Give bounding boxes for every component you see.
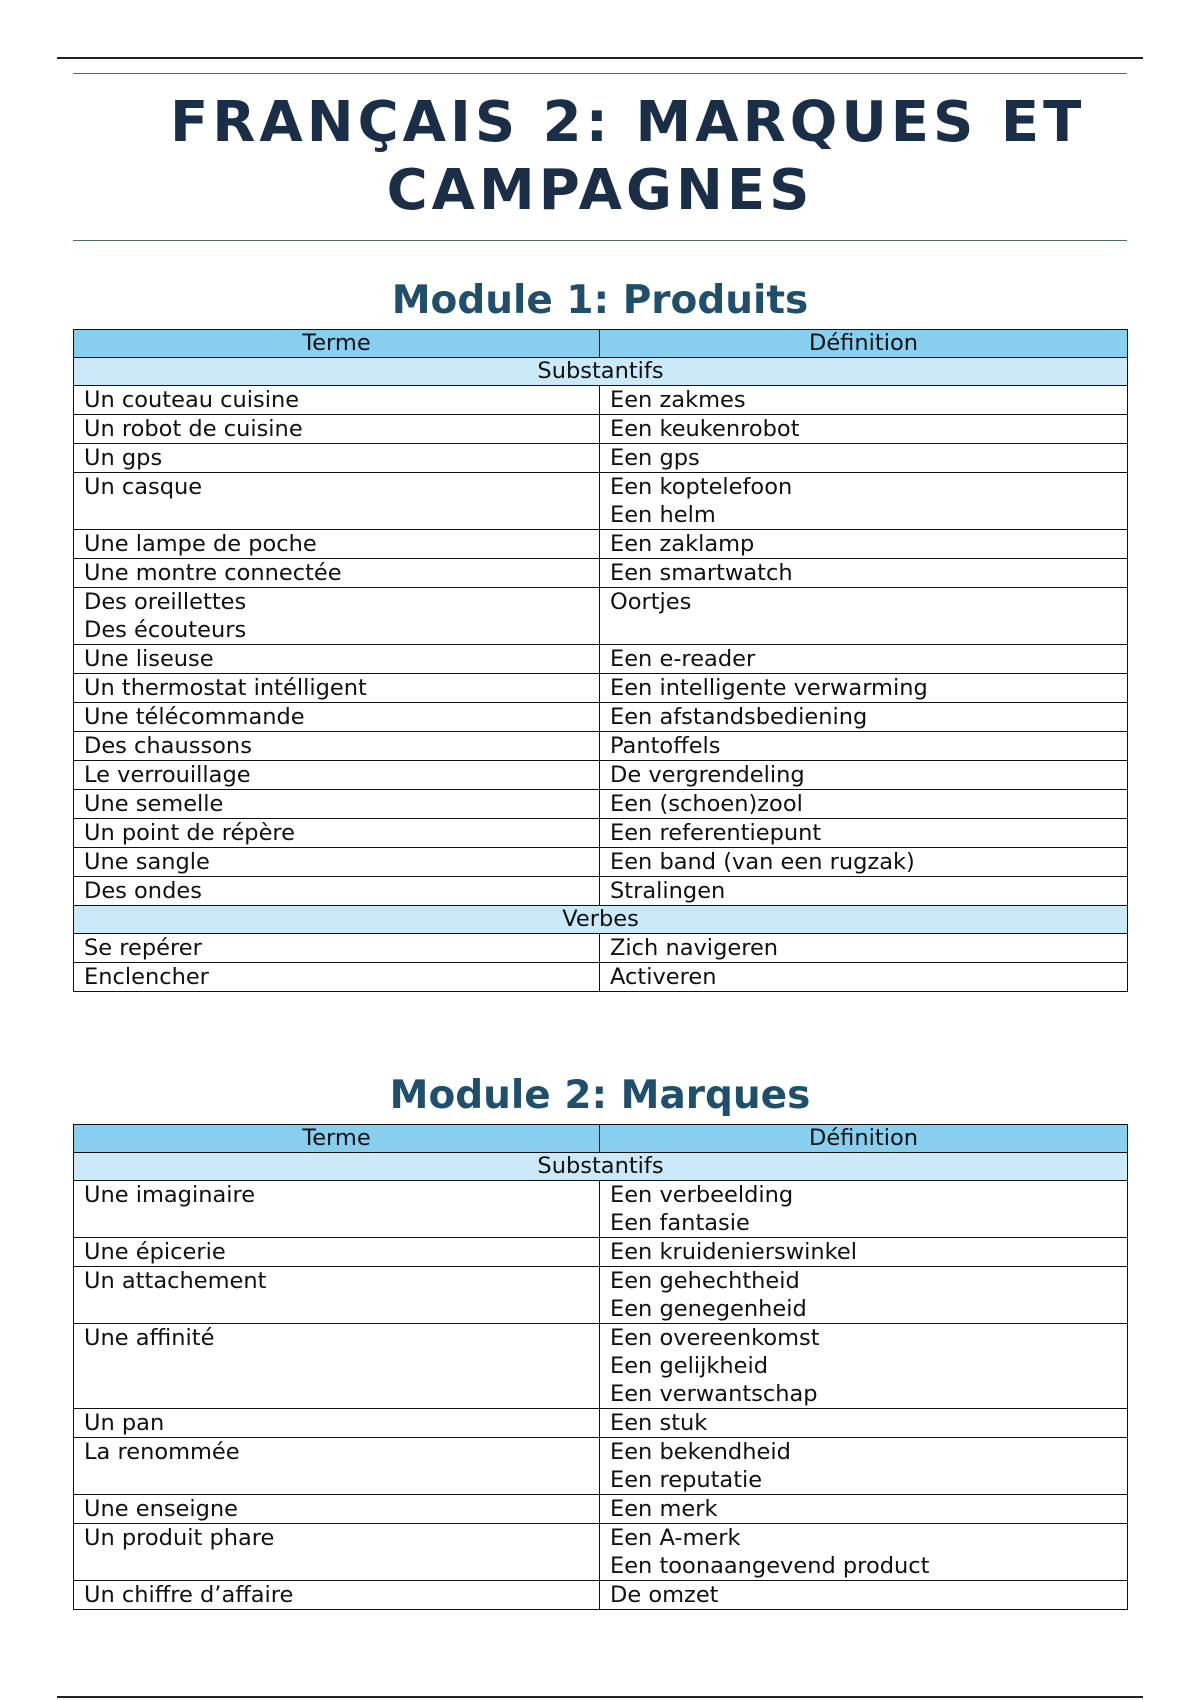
term-text: Un produit phare (84, 1525, 275, 1551)
definition-cell (600, 848, 1128, 877)
module-1-title: Module 1: Produits (391, 278, 809, 323)
term-text: Une affinité (84, 1325, 215, 1351)
definition-text: Een referentiepunt (610, 820, 822, 846)
definition-text: Een e-reader (610, 646, 756, 672)
term-cell (74, 1409, 600, 1438)
definition-text: Een kruidenierswinkel (610, 1239, 857, 1265)
definition-text: Een bekendheid (610, 1439, 791, 1465)
bottom-rule (57, 1696, 1143, 1698)
term-text: Un casque (84, 474, 203, 500)
definition-cell (600, 732, 1128, 761)
term-text: Des oreillettes (84, 589, 247, 615)
section-label: Verbes (74, 906, 1128, 934)
term-cell (74, 645, 600, 674)
definition-cell (600, 530, 1128, 559)
term-cell (74, 444, 600, 473)
term-text: Une sangle (84, 849, 210, 875)
definition-cell (600, 415, 1128, 444)
term-cell (74, 1324, 600, 1409)
definition-text: Een zakmes (610, 387, 746, 413)
module-2-table (73, 1124, 1128, 1610)
definition-text: Een verbeelding (610, 1182, 794, 1208)
term-text: Un robot de cuisine (84, 416, 303, 442)
table-row (74, 530, 1128, 559)
term-cell (74, 559, 600, 588)
table-row (74, 732, 1128, 761)
table-row (74, 1181, 1128, 1238)
module-2-section (73, 1067, 1127, 1610)
definition-cell (600, 934, 1128, 963)
term-text: Une épicerie (84, 1239, 226, 1265)
module-1-section (73, 272, 1127, 992)
table-row (74, 444, 1128, 473)
top-rule (57, 57, 1143, 59)
term-cell (74, 877, 600, 906)
term-text: Enclencher (84, 964, 209, 990)
definition-cell (600, 963, 1128, 992)
definition-text: Een merk (610, 1496, 718, 1522)
term-text: Une montre connectée (84, 560, 342, 586)
term-text: Une lampe de poche (84, 531, 317, 557)
definition-text: Een helm (610, 502, 716, 528)
definition-text: Pantoffels (610, 733, 721, 759)
section-header-row (74, 358, 1128, 386)
term-text: Un point de répère (84, 820, 296, 846)
term-cell (74, 1438, 600, 1495)
table-row (74, 674, 1128, 703)
document-title-line-2: CAMPAGNES (386, 158, 814, 223)
definition-cell (600, 790, 1128, 819)
term-cell (74, 530, 600, 559)
definition-text: Oortjes (610, 589, 692, 615)
document-title-line-1: FRANÇAIS 2: MARQUES ET (170, 90, 1086, 155)
table-row (74, 1581, 1128, 1610)
definition-cell (600, 1524, 1128, 1581)
term-text: Un chiffre d’affaire (84, 1582, 294, 1608)
table-row (74, 386, 1128, 415)
definition-cell (600, 1581, 1128, 1610)
term-cell (74, 1267, 600, 1324)
term-cell (74, 1238, 600, 1267)
definition-cell (600, 1324, 1128, 1409)
term-text: Des ondes (84, 878, 202, 904)
table-row (74, 1267, 1128, 1324)
header-terme: Terme (74, 1125, 600, 1153)
table-row (74, 1438, 1128, 1495)
definition-text: Een gehechtheid (610, 1268, 800, 1294)
definition-cell (600, 1267, 1128, 1324)
module-2-title: Module 2: Marques (389, 1073, 811, 1118)
header-definition: Définition (600, 1125, 1128, 1153)
table-header-row (74, 330, 1128, 358)
definition-cell (600, 877, 1128, 906)
term-cell (74, 674, 600, 703)
term-text: Une imaginaire (84, 1182, 256, 1208)
term-text: Une semelle (84, 791, 224, 817)
module-1-table (73, 329, 1128, 992)
term-text: Un pan (84, 1410, 165, 1436)
definition-text: Activeren (610, 964, 717, 990)
table-row (74, 790, 1128, 819)
term-cell (74, 848, 600, 877)
title-block (73, 73, 1127, 241)
term-cell (74, 790, 600, 819)
section-label: Substantifs (74, 358, 1128, 386)
section-header-row (74, 1153, 1128, 1181)
term-text: Une télécommande (84, 704, 305, 730)
table-row (74, 819, 1128, 848)
definition-cell (600, 645, 1128, 674)
definition-text: Een intelligente verwarming (610, 675, 928, 701)
document-title (170, 89, 1086, 225)
table-row (74, 1409, 1128, 1438)
header-definition: Définition (600, 330, 1128, 358)
table-row (74, 1324, 1128, 1409)
definition-text: De vergrendeling (610, 762, 805, 788)
term-text: Le verrouillage (84, 762, 251, 788)
term-cell (74, 1524, 600, 1581)
term-text: Un gps (84, 445, 163, 471)
term-text: Un thermostat intélligent (84, 675, 367, 701)
definition-text: Een afstandsbediening (610, 704, 868, 730)
definition-text: Een koptelefoon (610, 474, 793, 500)
table-row (74, 645, 1128, 674)
table-row (74, 1238, 1128, 1267)
table-row (74, 415, 1128, 444)
term-text: Une enseigne (84, 1496, 239, 1522)
definition-cell (600, 703, 1128, 732)
term-cell (74, 934, 600, 963)
definition-cell (600, 473, 1128, 530)
table-row (74, 703, 1128, 732)
definition-text: Een reputatie (610, 1467, 763, 1493)
definition-text: Een overeenkomst (610, 1325, 820, 1351)
term-cell (74, 819, 600, 848)
term-cell (74, 1495, 600, 1524)
definition-text: Een stuk (610, 1410, 708, 1436)
definition-cell (600, 819, 1128, 848)
section-label: Substantifs (74, 1153, 1128, 1181)
definition-text: De omzet (610, 1582, 719, 1608)
definition-cell (600, 1495, 1128, 1524)
definition-text: Een keukenrobot (610, 416, 800, 442)
term-cell (74, 415, 600, 444)
table-row (74, 473, 1128, 530)
definition-text: Een (schoen)zool (610, 791, 803, 817)
table-row (74, 588, 1128, 645)
term-cell (74, 473, 600, 530)
section-header-row (74, 906, 1128, 934)
definition-cell (600, 1438, 1128, 1495)
term-text: La renommée (84, 1439, 240, 1465)
definition-cell (600, 761, 1128, 790)
table-row (74, 761, 1128, 790)
term-text: Se repérer (84, 935, 202, 961)
definition-text: Een fantasie (610, 1210, 750, 1236)
table-row (74, 559, 1128, 588)
definition-text: Een A-merk (610, 1525, 741, 1551)
term-text: Un attachement (84, 1268, 267, 1294)
definition-text: Een toonaangevend product (610, 1553, 930, 1579)
definition-cell (600, 1238, 1128, 1267)
definition-cell (600, 444, 1128, 473)
definition-text: Zich navigeren (610, 935, 779, 961)
table-row (74, 848, 1128, 877)
term-cell (74, 703, 600, 732)
term-cell (74, 761, 600, 790)
definition-text: Een verwantschap (610, 1381, 818, 1407)
table-row (74, 1495, 1128, 1524)
definition-cell (600, 588, 1128, 645)
table-row (74, 963, 1128, 992)
term-cell (74, 386, 600, 415)
term-cell (74, 588, 600, 645)
definition-text: Stralingen (610, 878, 726, 904)
definition-cell (600, 1181, 1128, 1238)
term-text: Un couteau cuisine (84, 387, 300, 413)
definition-text: Een zaklamp (610, 531, 755, 557)
definition-cell (600, 674, 1128, 703)
term-cell (74, 1581, 600, 1610)
term-cell (74, 732, 600, 761)
definition-text: Een gelijkheid (610, 1353, 769, 1379)
definition-cell (600, 1409, 1128, 1438)
term-text: Des chaussons (84, 733, 252, 759)
term-text: Des écouteurs (84, 617, 247, 643)
definition-text: Een band (van een rugzak) (610, 849, 915, 875)
definition-text: Een smartwatch (610, 560, 793, 586)
table-row (74, 1524, 1128, 1581)
table-header-row (74, 1125, 1128, 1153)
definition-cell (600, 559, 1128, 588)
definition-text: Een genegenheid (610, 1296, 807, 1322)
table-row (74, 877, 1128, 906)
table-row (74, 934, 1128, 963)
term-text: Une liseuse (84, 646, 214, 672)
term-cell (74, 1181, 600, 1238)
term-cell (74, 963, 600, 992)
definition-cell (600, 386, 1128, 415)
header-terme: Terme (74, 330, 600, 358)
definition-text: Een gps (610, 445, 700, 471)
